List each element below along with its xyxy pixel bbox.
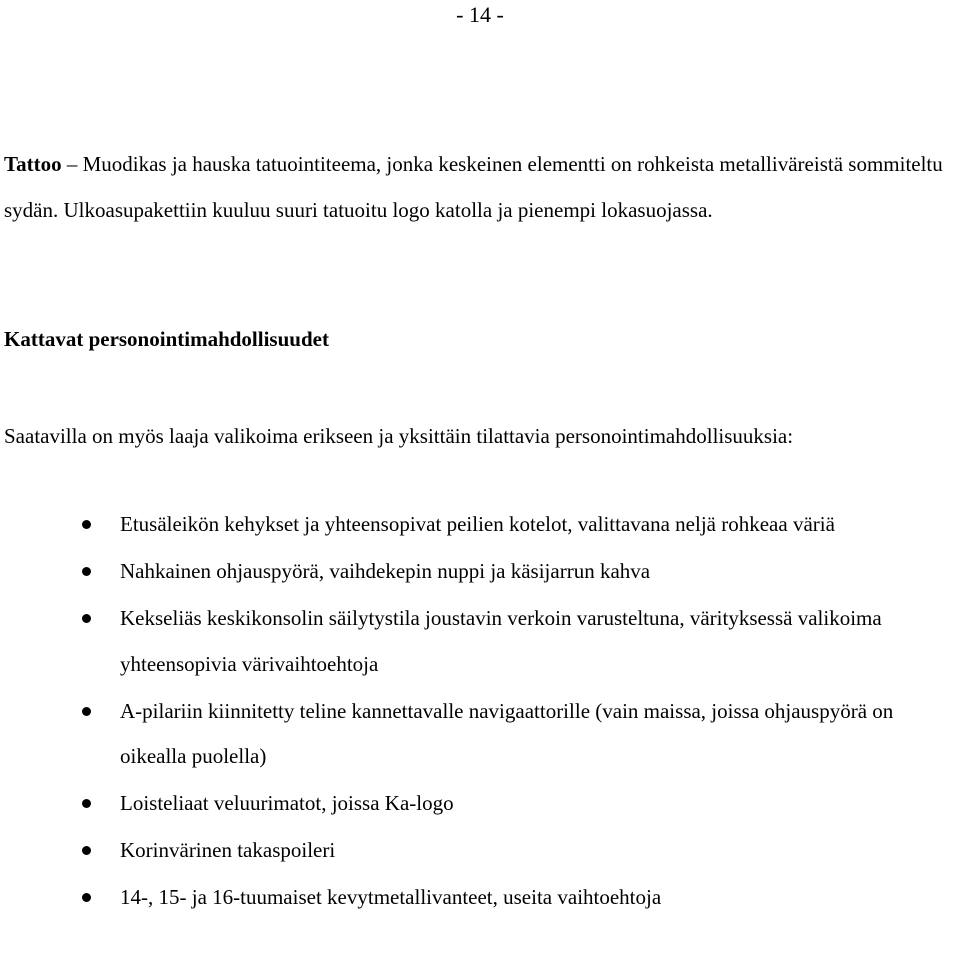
bullet-icon bbox=[82, 567, 91, 576]
list-item bbox=[0, 549, 960, 595]
list-item bbox=[0, 875, 960, 921]
bullet-icon bbox=[82, 614, 91, 623]
bullet-icon bbox=[82, 893, 91, 902]
intro-text: – Muodikas ja hauska tatuointiteema, jonka keskeinen elementti on rohkeista metalliväreistä sommiteltu sydän. Ulkoasupakettiin kuuluu suuri tatuoitu logo katolla ja pienempi lokasuojassa. bbox=[4, 152, 943, 222]
bullet-icon bbox=[82, 520, 91, 529]
intro-paragraph bbox=[4, 142, 954, 233]
list-item-text: Etusäleikön kehykset ja yhteensopivat peilien kotelot, valittavana neljä rohkeaa väriä bbox=[120, 512, 835, 536]
intro-term: Tattoo bbox=[4, 152, 62, 176]
personalization-list bbox=[0, 502, 960, 922]
list-item bbox=[0, 502, 960, 548]
list-item bbox=[0, 689, 960, 780]
list-item bbox=[0, 828, 960, 874]
bullet-icon bbox=[82, 846, 91, 855]
lead-paragraph: Saatavilla on myös laaja valikoima erikseen ja yksittäin tilattavia personointimahdollisuuksia: bbox=[4, 424, 794, 448]
section-heading: Kattavat personointimahdollisuudet bbox=[4, 327, 329, 351]
list-item bbox=[0, 596, 960, 687]
page-number: - 14 - bbox=[456, 2, 504, 27]
list-item-text: Loisteliaat veluurimatot, joissa Ka-logo bbox=[120, 791, 454, 815]
list-item bbox=[0, 781, 960, 827]
list-item-text: Nahkainen ohjauspyörä, vaihdekepin nuppi ja käsijarrun kahva bbox=[120, 559, 651, 583]
list-item-text: Korinvärinen takaspoileri bbox=[120, 838, 336, 862]
bullet-icon bbox=[82, 707, 91, 716]
list-item-text: Kekseliäs keskikonsolin säilytystila joustavin verkoin varusteltuna, värityksessä valikoima yhteensopivia värivaihtoehtoja bbox=[120, 606, 882, 676]
list-item-text: A-pilariin kiinnitetty teline kannettavalle navigaattorille (vain maissa, joissa ohjauspyörä on oikealla puolella) bbox=[120, 698, 894, 768]
list-item-text: 14-, 15- ja 16-tuumaiset kevytmetallivanteet, useita vaihtoehtoja bbox=[120, 885, 662, 909]
bullet-icon bbox=[82, 799, 91, 808]
